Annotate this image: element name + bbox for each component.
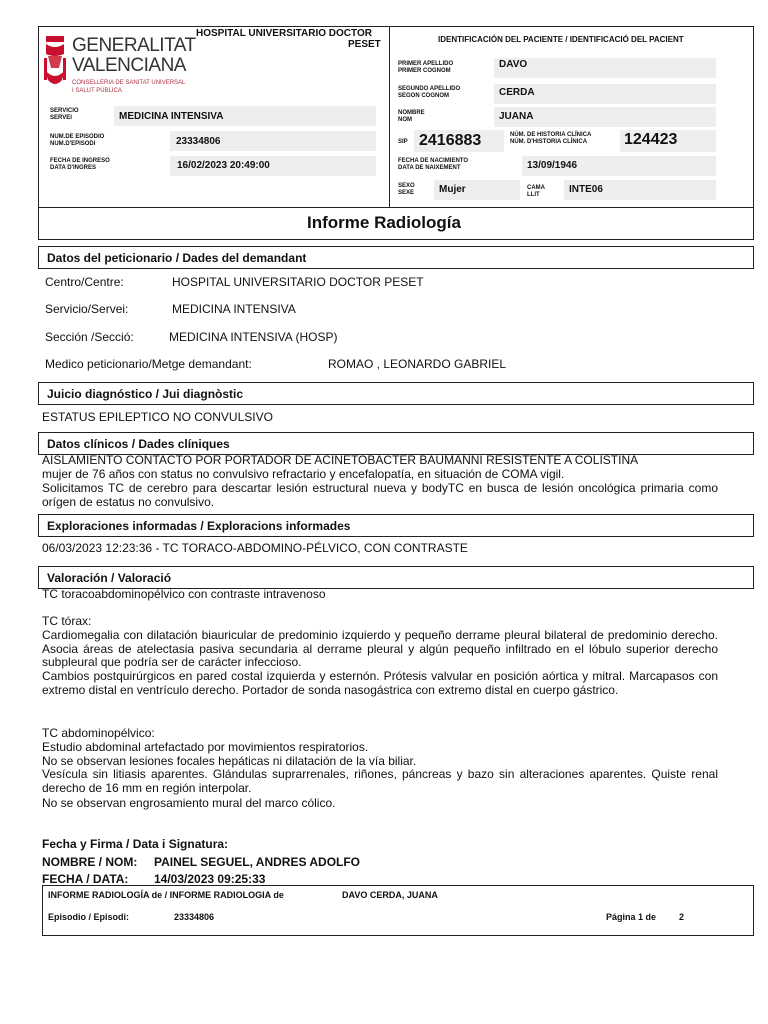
hospital-name-line2: PESET [348,39,381,50]
sexo-value: Mujer [439,184,466,195]
footer-episodio-label: Episodio / Episodi: [48,912,129,922]
nombre-label: NOMBRE NOM [398,110,425,123]
footer-informe-value: DAVO CERDA, JUANA [342,890,438,900]
apellido1-label: PRIMER APELLIDO PRIMER COGNOM [398,61,454,74]
apellido2-label: SEGUNDO APELLIDO SEGON COGNOM [398,86,461,99]
footer-page-total: 2 [679,912,685,922]
ingreso-label: FECHA DE INGRESO DATA D'INGRES [50,158,110,171]
nacimiento-value: 13/09/1946 [527,160,578,171]
ingreso-value: 16/02/2023 20:49:00 [177,160,270,171]
hospital-name-line1: HOSPITAL UNIVERSITARIO DOCTOR [196,28,372,39]
clinicos-section-title: Datos clínicos / Dades clíniques [38,432,754,455]
torax-paragraph-1: Cardiomegalia con dilatación biauricular de predominio izquierdo y pequeño derrame pleural bilateral de predominio derecho. Asocia áreas de atelectasia pasiva secundaria al derrame pleural y algún pequeño infiltrado en el lóbulo superior derecho subpleural que podría ser de carácter infeccioso. [42,628,718,669]
medico-value: ROMAO , LEONARDO GABRIEL [328,357,507,371]
cama-value: INTE06 [569,184,603,195]
logo-sub-1: CONSELLERIA DE SANITAT UNIVERSAL [72,80,186,86]
abdomen-paragraph-3: Vesícula sin litiasis aparentes. Glándulas suprarrenales, riñones, páncreas y bazo sin alteraciones aparentes. Quiste renal derecho de 16 mm en región interpolar. [42,767,718,795]
footer-page-label: Página 1 de [606,912,657,922]
servicio-label: SERVICIO SERVEI [50,108,79,121]
logo-sub-2: I SALUT PÚBLICA [72,88,122,94]
apellido1-value: DAVO [499,59,528,70]
abdomen-line-4: No se observan engrosamiento mural del marco cólico. [42,796,336,810]
clinicos-line3: Solicitamos TC de cerebro para descartar lesión estructural nueva y bodyTC en busca de lesión oncológica primaria como orígen de estatus no convulsivo. [42,481,718,509]
firma-nombre-value: PAINEL SEGUEL, ANDRES ADOLFO [154,855,361,869]
report-title: Informe Radiología [307,213,461,232]
exploraciones-text: 06/03/2023 12:23:36 - TC TORACO-ABDOMINO-PÉLVICO, CON CONTRASTE [42,541,468,555]
patient-id-title: IDENTIFICACIÓN DEL PACIENTE / IDENTIFICACIÓ DEL PACIENT [438,35,684,44]
logo-line-1: GENERALITAT [72,35,196,56]
exploraciones-section-title: Exploraciones informadas / Exploracions informades [38,514,754,537]
sexo-label: SEXO SEXE [398,183,415,196]
clinicos-line1: AISLAMIENTO CONTACTO POR PORTADOR DE ACINETOBACTER BAUMANNI RESISTENTE A COLISTINA [42,453,639,467]
apellido2-value: CERDA [499,87,535,98]
seccion-label: Sección /Secció: [45,330,134,344]
centro-value: HOSPITAL UNIVERSITARIO DOCTOR PESET [172,275,424,289]
abdomen-line-1: Estudio abdominal artefactado por movimientos respiratorios. [42,740,369,754]
firma-nombre-label: NOMBRE / NOM: [42,855,138,869]
medico-label: Medico peticionario/Metge demandant: [45,357,252,371]
juicio-text: ESTATUS EPILEPTICO NO CONVULSIVO [42,410,273,424]
centro-label: Centro/Centre: [45,275,124,289]
generalitat-bat-icon [42,34,68,90]
valoracion-section-title: Valoración / Valoració [38,566,754,589]
footer-informe-label: INFORME RADIOLOGÍA de / INFORME RADIOLOGIA de [48,890,284,900]
clinicos-line2: mujer de 76 años con status no convulsivo refractario y encefalopatía, en situación de COMA vigil. [42,467,565,481]
servicio-value-body: MEDICINA INTENSIVA [172,302,296,316]
valoracion-intro: TC toracoabdominopélvico con contraste intravenoso [42,587,326,601]
historia-label: NÚM. DE HISTORIA CLÍNICA NÚM. D'HISTORIA CLÍNICA [510,132,592,145]
sip-label: SIP [398,139,408,145]
episodio-value: 23334806 [176,136,221,147]
abdomen-heading: TC abdominopélvico: [42,726,155,740]
seccion-value: MEDICINA INTENSIVA (HOSP) [169,330,338,344]
juicio-section-title: Juicio diagnóstico / Jui diagnòstic [38,382,754,405]
firma-fecha-label: FECHA / DATA: [42,872,129,886]
firma-title: Fecha y Firma / Data i Signatura: [42,837,229,851]
servicio-label-body: Servicio/Servei: [45,302,129,316]
firma-fecha-value: 14/03/2023 09:25:33 [154,872,266,886]
generalitat-logo [42,32,196,102]
servicio-value: MEDICINA INTENSIVA [119,111,224,122]
footer-episodio-value: 23334806 [174,912,215,922]
nacimiento-label: FECHA DE NACIMIENTO DATA DE NAIXEMENT [398,158,469,171]
logo-line-2: VALENCIANA [72,55,186,76]
cama-label: CAMA LLIT [527,185,545,198]
nombre-value: JUANA [499,111,534,122]
torax-heading: TC tórax: [42,614,92,628]
abdomen-line-2: No se observan lesiones focales hepáticas ni dilatación de la vía biliar. [42,754,417,768]
torax-paragraph-2: Cambios postquirúrgicos en pared costal izquierda y esternón. Prótesis valvular en posición aórtica y mitral. Marcapasos con extremo distal en ventrículo derecho. Portador de sonda nasogástrica con extremo distal en cuerpo gástrico. [42,669,718,697]
apellido1-shade [494,58,716,78]
sip-value: 2416883 [419,132,482,149]
episodio-label: NUM.DE EPISODIO NUM.D'EPISODI [50,134,105,147]
peticionario-section-title: Datos del peticionario / Dades del demandant [38,246,754,269]
historia-value: 124423 [624,131,678,148]
